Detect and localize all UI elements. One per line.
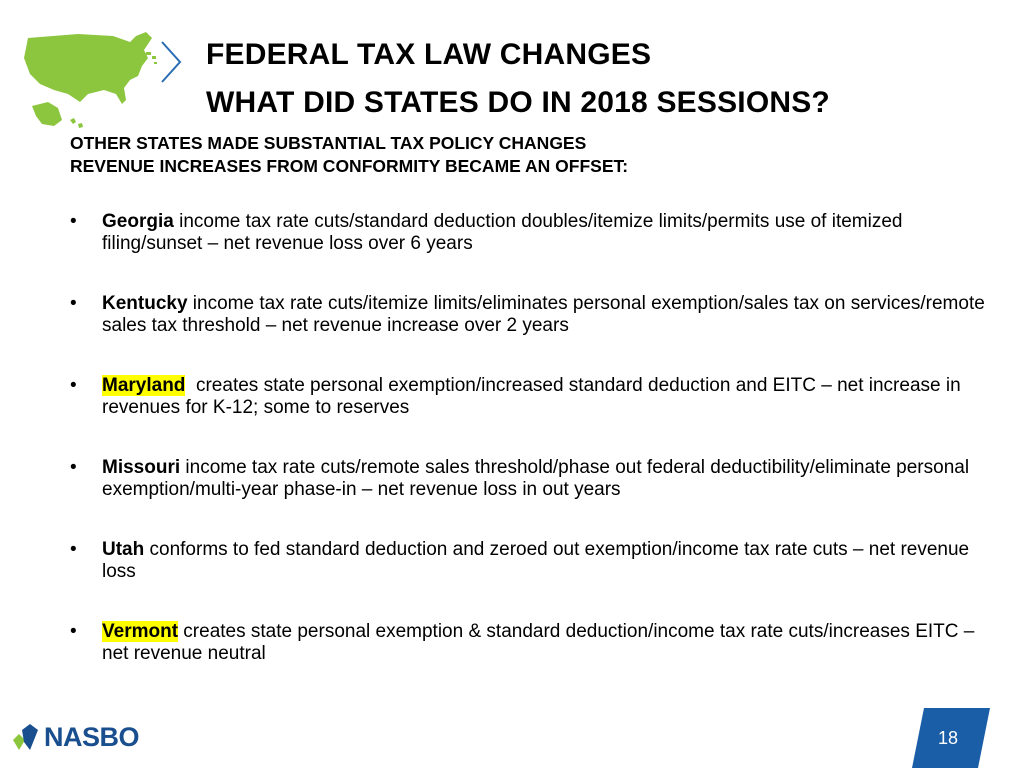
bullet-utah: [70, 539, 990, 583]
bullet-kentucky: [70, 293, 990, 337]
slide-title-line-1: FEDERAL TAX LAW CHANGES: [206, 38, 652, 71]
us-map-icon: [18, 28, 163, 133]
slide-title-line-2: WHAT DID STATES DO IN 2018 SESSIONS?: [206, 86, 830, 119]
bullet-dot-icon: •: [70, 375, 77, 396]
bullet-dot-icon: •: [70, 293, 77, 314]
bullet-dot-icon: •: [70, 621, 77, 642]
state-name-kentucky: Kentucky: [102, 293, 188, 314]
bullet-text-kentucky: income tax rate cuts/itemize limits/eliminates personal exemption/sales tax on services/remote sales tax threshold – net revenue increase over 2 years: [102, 293, 985, 336]
subheading-line-2: REVENUE INCREASES FROM CONFORMITY BECAME AN OFFSET:: [70, 156, 629, 176]
subheading-line-1: OTHER STATES MADE SUBSTANTIAL TAX POLICY CHANGES: [70, 133, 587, 153]
bullet-text-maryland: creates state personal exemption/increased standard deduction and EITC – net increase in revenues for K-12; some to reserves: [102, 375, 966, 418]
nasbo-logo-mark-icon: [10, 720, 42, 756]
bullet-dot-icon: •: [70, 539, 77, 560]
bullet-dot-icon: •: [70, 211, 77, 232]
chevron-right-icon: [158, 40, 184, 84]
state-bullet-list: [70, 211, 990, 703]
bullet-text-vermont: creates state personal exemption & standard deduction/income tax rate cuts/increases EITC – net revenue neutral: [102, 621, 975, 664]
bullet-maryland: [70, 375, 990, 419]
bullet-georgia: [70, 211, 990, 255]
state-name-georgia: Georgia: [102, 211, 174, 232]
bullet-missouri: [70, 457, 990, 501]
state-name-missouri: Missouri: [102, 457, 181, 478]
bullet-text-missouri: income tax rate cuts/remote sales threshold/phase out federal deductibility/eliminate personal exemption/multi-year phase-in – net revenue loss in out years: [102, 457, 970, 500]
bullet-text-georgia: income tax rate cuts/standard deduction doubles/itemize limits/permits use of itemized filing/sunset – net revenue loss over 6 years: [102, 211, 903, 254]
nasbo-logo-text: NASBO: [44, 722, 140, 752]
page-number: 18: [938, 728, 959, 748]
state-name-maryland: Maryland: [102, 375, 186, 396]
bullet-dot-icon: •: [70, 457, 77, 478]
state-name-utah: Utah: [102, 539, 145, 560]
nasbo-logo: [10, 720, 140, 756]
bullet-vermont: [70, 621, 990, 665]
bullet-text-utah: conforms to fed standard deduction and zeroed out exemption/income tax rate cuts – net revenue loss: [102, 539, 970, 582]
subheading: [70, 132, 628, 178]
state-name-vermont: Vermont: [102, 621, 179, 642]
